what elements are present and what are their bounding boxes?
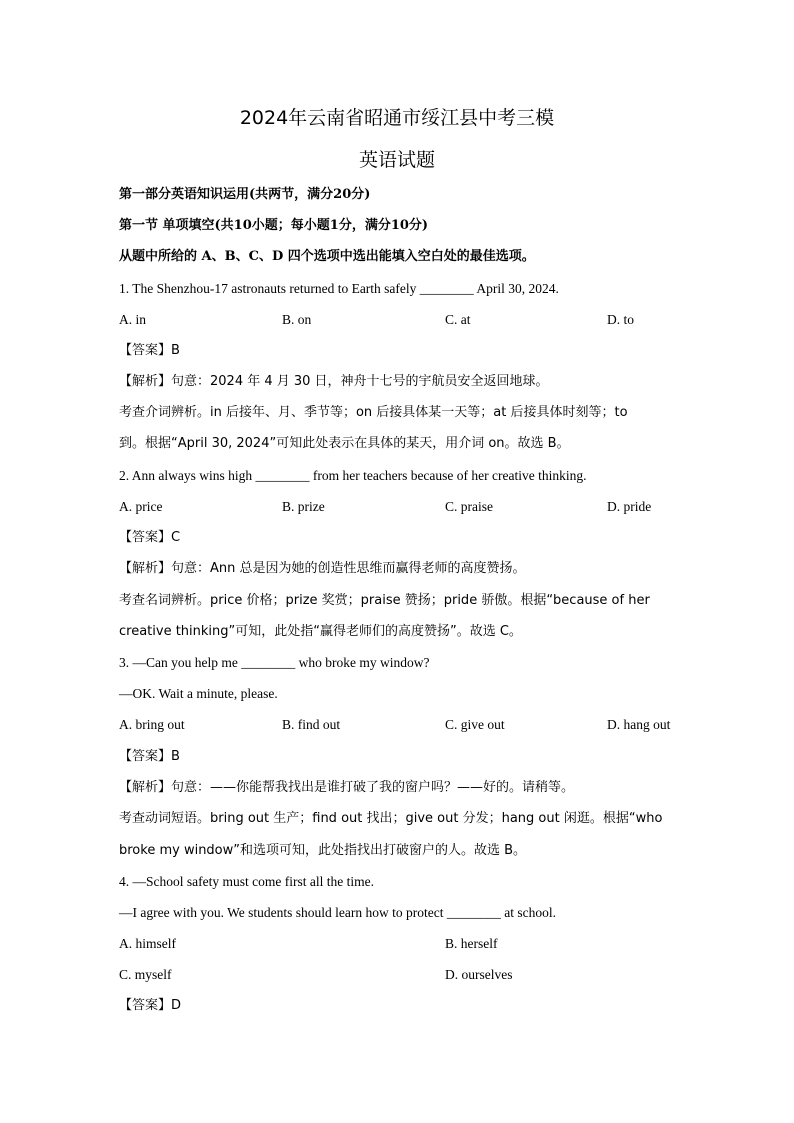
exam-title: 2024年云南省昭通市绥江县中考三模 bbox=[239, 107, 555, 129]
question-1-answer: 【答案】B bbox=[119, 343, 180, 358]
question-1-analysis-line-2: 考查介词辨析。in 后接年、月、季节等；on 后接具体某一天等；at 后接具体时刻等；to bbox=[119, 405, 628, 420]
question-2-option-d: D. pride bbox=[607, 499, 652, 514]
instruction: 从题中所给的 A、B、C、D 四个选项中选出能填入空白处的最佳选项。 bbox=[119, 249, 535, 264]
section-heading: 第一节 单项填空(共10小题；每小题1分，满分10分) bbox=[119, 218, 429, 233]
part-heading: 第一部分英语知识运用(共两节，满分20分) bbox=[119, 187, 371, 202]
question-2-option-a: A. price bbox=[119, 499, 163, 514]
question-2-answer: 【答案】C bbox=[119, 530, 181, 545]
question-2-analysis-line-1: 【解析】句意：Ann 总是因为她的创造性思维而赢得老师的高度赞扬。 bbox=[119, 561, 526, 576]
question-3-analysis-line-1: 【解析】句意：——你能帮我找出是谁打破了我的窗户吗？——好的。请稍等。 bbox=[119, 780, 575, 795]
question-2-option-b: B. prize bbox=[282, 499, 325, 514]
question-4-stem: 4. —School safety must come first all the time. bbox=[119, 874, 374, 889]
question-2-option-c: C. praise bbox=[445, 499, 493, 514]
question-3-option-c: C. give out bbox=[445, 717, 505, 732]
question-1-option-b: B. on bbox=[282, 312, 312, 327]
question-1-option-a: A. in bbox=[119, 312, 146, 327]
question-4-answer: 【答案】D bbox=[119, 998, 182, 1013]
question-3-stem-reply: —OK. Wait a minute, please. bbox=[119, 686, 278, 701]
question-1-analysis-line-3: 到。根据“April 30, 2024”可知此处表示在具体的某天，用介词 on。故选 B。 bbox=[119, 436, 570, 451]
question-3-stem: 3. —Can you help me ________ who broke my window? bbox=[119, 655, 430, 670]
question-4-stem-reply: —I agree with you. We students should learn how to protect ________ at school. bbox=[119, 905, 556, 920]
question-4-option-a: A. himself bbox=[119, 936, 176, 951]
question-1-stem: 1. The Shenzhou-17 astronauts returned to Earth safely ________ April 30, 2024. bbox=[119, 281, 559, 296]
question-1-option-c: C. at bbox=[445, 312, 471, 327]
question-3-analysis-line-2: 考查动词短语。bring out 生产；find out 找出；give out 分发；hang out 闲逛。根据“who bbox=[119, 811, 663, 826]
question-3-option-b: B. find out bbox=[282, 717, 341, 732]
question-1-option-d: D. to bbox=[607, 312, 634, 327]
exam-subtitle: 英语试题 bbox=[358, 149, 435, 171]
question-1-analysis-line-1: 【解析】句意：2024 年 4 月 30 日，神舟十七号的宇航员安全返回地球。 bbox=[119, 374, 549, 389]
question-4-option-d: D. ourselves bbox=[445, 967, 513, 982]
question-4-option-b: B. herself bbox=[445, 936, 498, 951]
question-3-answer: 【答案】B bbox=[119, 749, 180, 764]
question-2-analysis-line-2: 考查名词辨析。price 价格；prize 奖赏；praise 赞扬；pride 骄傲。根据“because of her bbox=[119, 593, 650, 608]
question-3-option-d: D. hang out bbox=[607, 717, 671, 732]
question-4-option-c: C. myself bbox=[119, 967, 172, 982]
question-2-analysis-line-3: creative thinking”可知，此处指“赢得老师们的高度赞扬”。故选 C。 bbox=[119, 624, 522, 639]
question-2-stem: 2. Ann always wins high ________ from her teachers because of her creative thinking. bbox=[119, 468, 587, 483]
question-3-analysis-line-3: broke my window”和选项可知，此处指找出打破窗户的人。故选 B。 bbox=[119, 843, 527, 858]
question-3-option-a: A. bring out bbox=[119, 717, 185, 732]
